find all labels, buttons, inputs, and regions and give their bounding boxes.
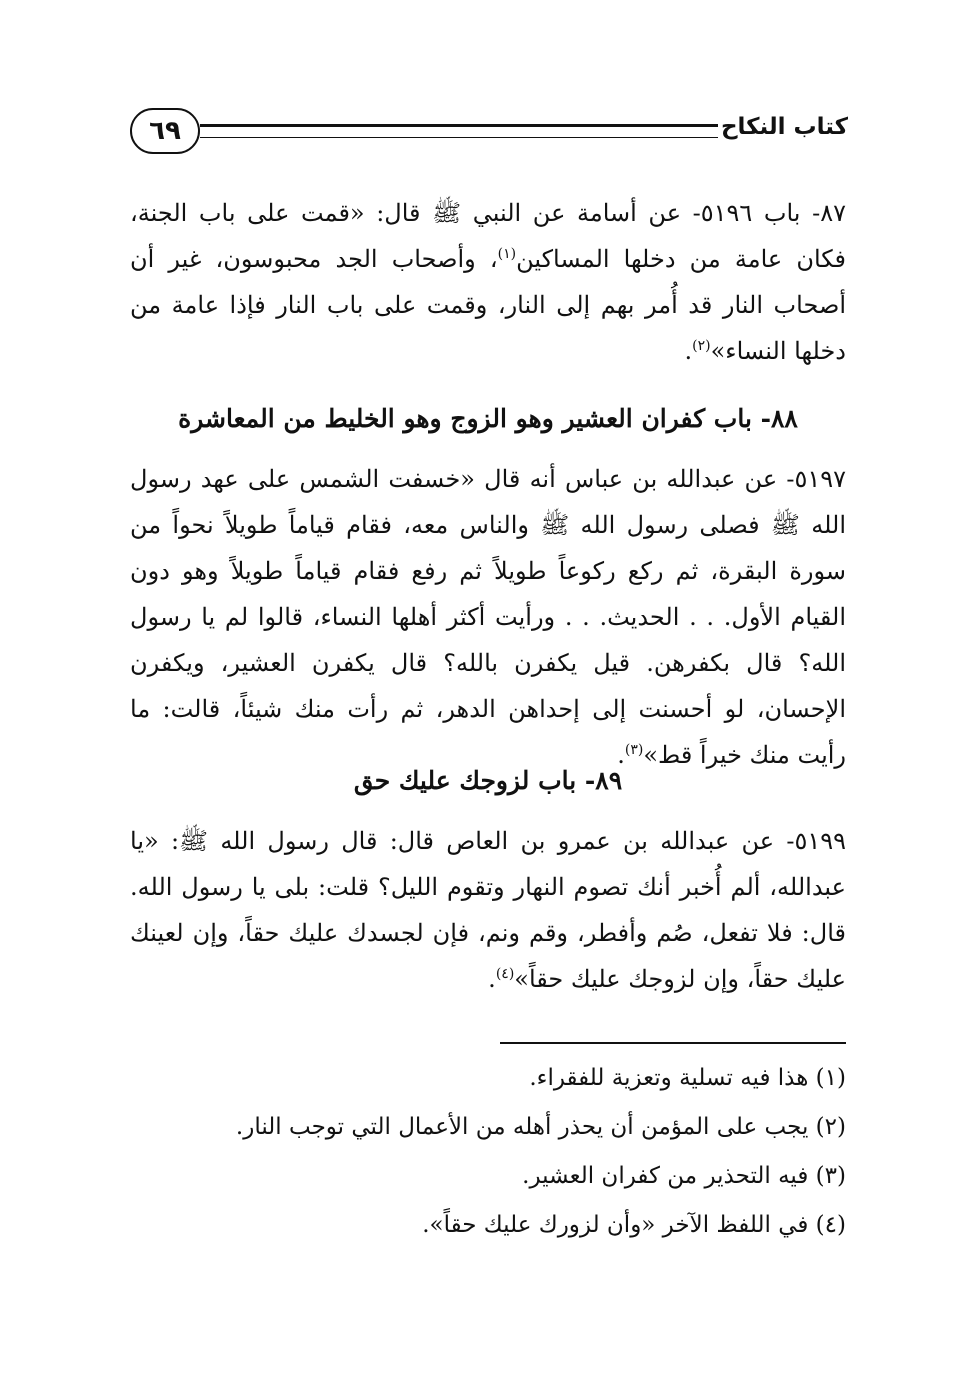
hadith-5196-end: . (684, 337, 693, 365)
footnote-ref-2: (٢) (692, 338, 711, 354)
footnote-divider (500, 1042, 846, 1044)
footnote-ref-3: (٣) (624, 742, 644, 758)
footnote-ref-1: (١) (497, 246, 517, 262)
hadith-5199-end: . (488, 965, 496, 993)
section-89 (130, 756, 846, 1002)
header-rule (200, 124, 718, 138)
hadith-5196-text-cont: ، وأصحاب الجد محبوسون، غير أن أصحاب النار قد أُمر بهم إلى النار، وقمت على باب النار فإذا عامة من دخلها النساء» (130, 245, 846, 365)
section-87 (130, 190, 846, 374)
hadith-5196 (130, 190, 846, 374)
footnote-2: (٢) يجب على المؤمن أن يحذر أهله من الأعمال التي توجب النار. (235, 1114, 846, 1140)
footnotes (130, 1054, 846, 1250)
hadith-5199 (130, 818, 846, 1002)
page-header (130, 108, 848, 160)
book-title: كتاب النكاح (720, 114, 848, 140)
chapter-heading-88: ٨٨- باب كفران العشير وهو الزوج وهو الخليط من المعاشرة (178, 404, 798, 433)
footnote-1: (١) هذا فيه تسلية وتعزية للفقراء. (529, 1065, 846, 1091)
hadith-5197-end: . (617, 741, 625, 769)
section-88 (130, 394, 846, 778)
chapter-heading-89: ٨٩- باب لزوجك عليك حق (353, 766, 623, 795)
hadith-5197-text: ٥١٩٧- عن عبدالله بن عباس أنه قال «خسفت الشمس على عهد رسول الله ﷺ فصلى رسول الله ﷺ والناس معه، فقام قياماً طويلاً نحواً من سورة البقرة، ثم ركع ركوعاً طويلاً ثم رفع فقام قياماً طويلاً وهو دون القيام الأول. . . الحديث. . . ورأيت أكثر أهلها النساء، قالوا لم يا رسول الله؟ قال بكفرهن. قيل يكفرن بالله؟ قال يكفرن العشير، ويكفرن الإحسان، لو أحسنت إلى إحداهن الدهر، ثم رأت منك شيئاً، قالت: ما رأيت منك خيراً قط» (130, 465, 846, 769)
hadith-5199-text: ٥١٩٩- عن عبدالله بن عمرو بن العاص قال: قال رسول الله ﷺ: «يا عبدالله، ألم أُخبر أنك تصوم النهار وتقوم الليل؟ قلت: بلى يا رسول الله. قال: فلا تفعل، صُم وأفطر، وقم ونم، فإن لجسدك عليك حقاً، وإن لعينك عليك حقاً، وإن لزوجك عليك حقاً» (130, 827, 846, 993)
page-number: ٦٩ (130, 108, 200, 154)
hadith-5196-text: ٨٧- باب ٥١٩٦- عن أسامة عن النبي ﷺ قال: «قمت على باب الجنة، فكان عامة من دخلها المساكين (130, 199, 846, 273)
footnote-3: (٣) فيه التحذير من كفران العشير. (522, 1163, 846, 1189)
footnote-ref-4: (٤) (495, 966, 515, 982)
hadith-5197 (130, 456, 846, 778)
footnote-4: (٤) في اللفظ الآخر «وأن لزورك عليك حقاً». (422, 1212, 846, 1238)
